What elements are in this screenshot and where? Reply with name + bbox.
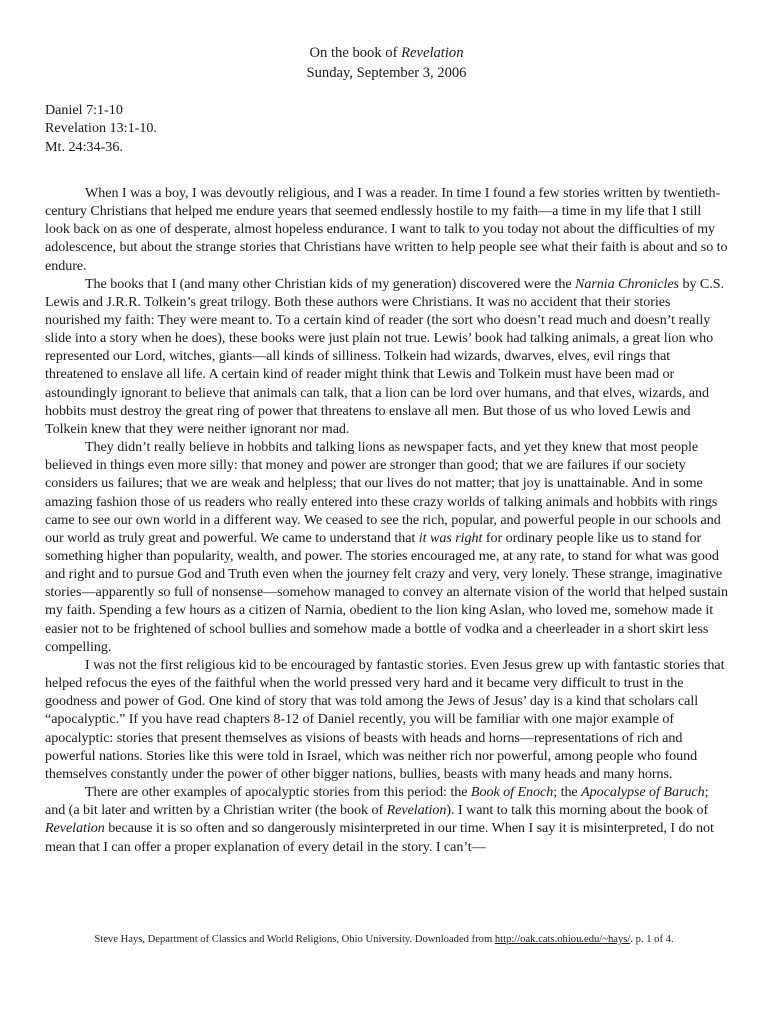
reading-matthew: Mt. 24:34-36. — [45, 138, 123, 155]
paragraph-1: When I was a boy, I was devoutly religious, and I was a reader. In time I found a few stories written by twentieth-century Christians that helped me endure years that seemed endlessly hostile to my faith—a time in my life that I still look back on as one of desperate, almost hopeless endurance. I want to talk to you today not about the difficulties of my adolescence, but about the strange stories that Christians have written to help people see what their faith is about and so to endure. — [45, 184, 728, 274]
title-prefix: On the book of — [309, 45, 402, 61]
sermon-body — [45, 184, 728, 856]
sermon-date: Sunday, September 3, 2006 — [306, 64, 467, 81]
paragraph-5 — [45, 783, 728, 856]
footer-link[interactable]: http://oak.cats.ohiou.edu/~hays/ — [494, 934, 631, 945]
revelation-title-2: Revelation — [45, 820, 105, 837]
p5-text-b: ; the — [553, 784, 582, 801]
footer-credit: Steve Hays, Department of Classics and World Religions, Ohio University. Downloaded from — [94, 934, 495, 945]
paragraph-4: I was not the first religious kid to be encouraged by fantastic stories. Even Jesus grew up with fantastic stories that helped refocus the eyes of the faithful when the world pressed very hard and it became very difficult to trust in the goodness and power of God. One kind of story that was told among the Jews of Jesus’ day is a kind that scholars call “apocalyptic.” If you have read chapters 8-12 of Daniel recently, you will be familiar with one major example of apocalyptic: stories that present themselves as visions of beasts with heads and horns—representations of rich and powerful nations. Stories like this were told in Israel, which was neither rich nor powerful, among people who found themselves constantly under the power of other bigger nations, bullies, beasts with many heads and many horns. — [45, 656, 725, 782]
paragraph-2 — [45, 275, 728, 438]
p5-text-c: ; and (a bit later and written by a Christian writer (the book of — [45, 784, 709, 819]
reading-revelation: Revelation 13:1-10. — [45, 120, 157, 137]
narnia-title: Narnia Chronicles — [575, 275, 679, 292]
enoch-title: Book of Enoch — [470, 784, 554, 801]
title-book: Revelation — [401, 45, 464, 61]
p5-text-a: There are other examples of apocalyptic stories from this period: the — [85, 784, 471, 801]
footer-page-number: . p. 1 of 4. — [630, 934, 674, 945]
page-footer — [0, 933, 768, 947]
p3-text-a: They didn’t really believe in hobbits and talking lions as newspaper facts, and yet they knew that most people believed in things even more silly: that money and power are stronger than good; that we are failures if our society considers us failures; that we are weak and helpless; that our lives do not matter; that joy is unattainable. And in some amazing fashion those of us readers who really entered into these crazy worlds of talking animals and hobbits with rings came to see our own world in a different way. We ceased to see the rich, popular, and powerful people in our schools and our world as truly great and powerful. We came to understand that — [45, 439, 721, 546]
p5-text-e: because it is so often and so dangerously misinterpreted in our time. When I say it is misinterpreted, I do not mean that I can offer a proper explanation of every detail in the story. I can’t— — [45, 820, 714, 855]
p5-text-d: ). I want to talk this morning about the book of — [446, 802, 709, 819]
p3-text-b: for ordinary people like us to stand for something higher than popularity, wealth, and power. The stories encouraged me, at any rate, to stand for what was good and right and to pursue God and Truth even when the journey felt crazy and very, very lonely. These strange, imaginative stories—apparently so full of nonsense—somehow managed to convey an alternate vision of the world that helped sustain my faith. Spending a few hours as a citizen of Narnia, obedient to the lion king Aslan, who loved me, somehow made it easier not to be frightened of school bullies and somehow made a bottle of vodka and a cheerleader in a short skirt less compelling. — [45, 529, 729, 655]
emphasis-it-was-right: it was right — [418, 529, 483, 546]
baruch-title: Apocalypse of Baruch — [581, 784, 705, 801]
p2-text-a: The books that I (and many other Christian kids of my generation) discovered were the — [85, 275, 576, 292]
revelation-title-1: Revelation — [386, 802, 447, 819]
paragraph-3 — [45, 438, 728, 656]
document-page — [45, 44, 728, 856]
sermon-title — [45, 44, 728, 64]
scripture-readings — [45, 101, 728, 156]
reading-daniel: Daniel 7:1-10 — [45, 102, 123, 118]
p2-text-b: by C.S. Lewis and J.R.R. Tolkein’s great trilogy. Both these authors were Christians. It was no accident that their stories nourished my faith: They were meant to. To a certain kind of reader (the sort who doesn’t read much and doesn’t really slide into a story when he does), these books were just plain not true. Lewis’ book had talking animals, a great lion who represented our Lord, witches, giants—all kinds of silliness. Tolkein had wizards, dwarves, elves, evil rings that threatened to enslave all life. A certain kind of reader might think that Lewis and Tolkein must have been mad or astoundingly ignorant to believe that animals can talk, that a lion can be lord over humans, and that elves, wizards, and hobbits must destroy the great ring of power that threatens to enslave all men. But those of us who loved Lewis and Tolkein knew that they were neither ignorant nor mad. — [45, 275, 724, 437]
title-block — [45, 44, 728, 83]
